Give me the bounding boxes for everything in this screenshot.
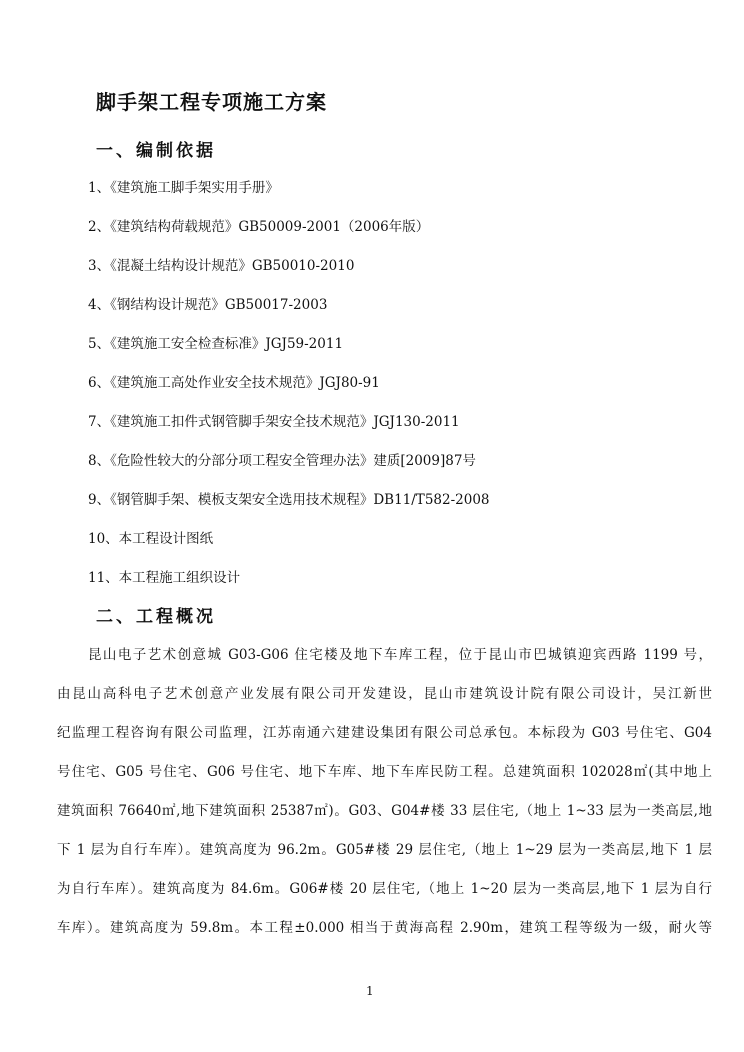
reference-item: 10、本工程设计图纸 xyxy=(88,531,214,547)
paragraph-line: 纪监理工程咨询有限公司监理，江苏南通六建建设集团有限公司总承包。本标段为 G03 号住宅、G04 xyxy=(57,725,712,741)
paragraph-line: 昆山电子艺术创意城 G03-G06 住宅楼及地下车库工程，位于昆山市巴城镇迎宾西路 1199 号， xyxy=(88,647,712,663)
reference-item: 3、《混凝土结构设计规范》GB50010-2010 xyxy=(88,258,355,274)
reference-item: 7、《建筑施工扣件式钢管脚手架安全技术规范》JGJ130-2011 xyxy=(88,414,460,430)
reference-item: 4、《钢结构设计规范》GB50017-2003 xyxy=(88,297,328,313)
paragraph-line: 下 1 层为自行车库）。建筑高度为 96.2m。G05#楼 29 层住宅,（地上 1~29 层为一类高层,地下 1 层 xyxy=(57,842,712,858)
paragraph-line: 由昆山高科电子艺术创意产业发展有限公司开发建设，昆山市建筑设计院有限公司设计，吴江新世 xyxy=(57,686,712,702)
page-number: 1 xyxy=(366,984,374,998)
paragraph-line: 号住宅、G05 号住宅、G06 号住宅、地下车库、地下车库民防工程。总建筑面积 102028㎡(其中地上 xyxy=(57,764,712,780)
paragraph-line: 建筑面积 76640㎡,地下建筑面积 25387㎡)。G03、G04#楼 33 层住宅,（地上 1~33 层为一类高层,地 xyxy=(57,803,712,819)
document-title: 脚手架工程专项施工方案 xyxy=(96,90,327,114)
reference-item: 5、《建筑施工安全检查标准》JGJ59-2011 xyxy=(88,336,344,352)
paragraph-line: 车库）。建筑高度为 59.8m。本工程±0.000 相当于黄海高程 2.90m，建筑工程等级为一级，耐火等 xyxy=(57,920,712,936)
reference-item: 1、《建筑施工脚手架实用手册》 xyxy=(88,180,279,196)
paragraph-line: 为自行车库）。建筑高度为 84.6m。G06#楼 20 层住宅,（地上 1~20 层为一类高层,地下 1 层为自行 xyxy=(57,881,712,897)
reference-item: 6、《建筑施工高处作业安全技术规范》JGJ80-91 xyxy=(88,375,380,391)
reference-item: 11、本工程施工组织设计 xyxy=(88,570,241,586)
section-heading-overview: 二、工程概况 xyxy=(96,607,216,627)
reference-item: 2、《建筑结构荷载规范》GB50009-2001（2006年版） xyxy=(88,219,430,235)
section-heading-basis: 一、编制依据 xyxy=(96,141,216,161)
reference-item: 8、《危险性较大的分部分项工程安全管理办法》建质[2009]87号 xyxy=(88,453,476,469)
reference-item: 9、《钢管脚手架、模板支架安全选用技术规程》DB11/T582-2008 xyxy=(88,492,490,508)
